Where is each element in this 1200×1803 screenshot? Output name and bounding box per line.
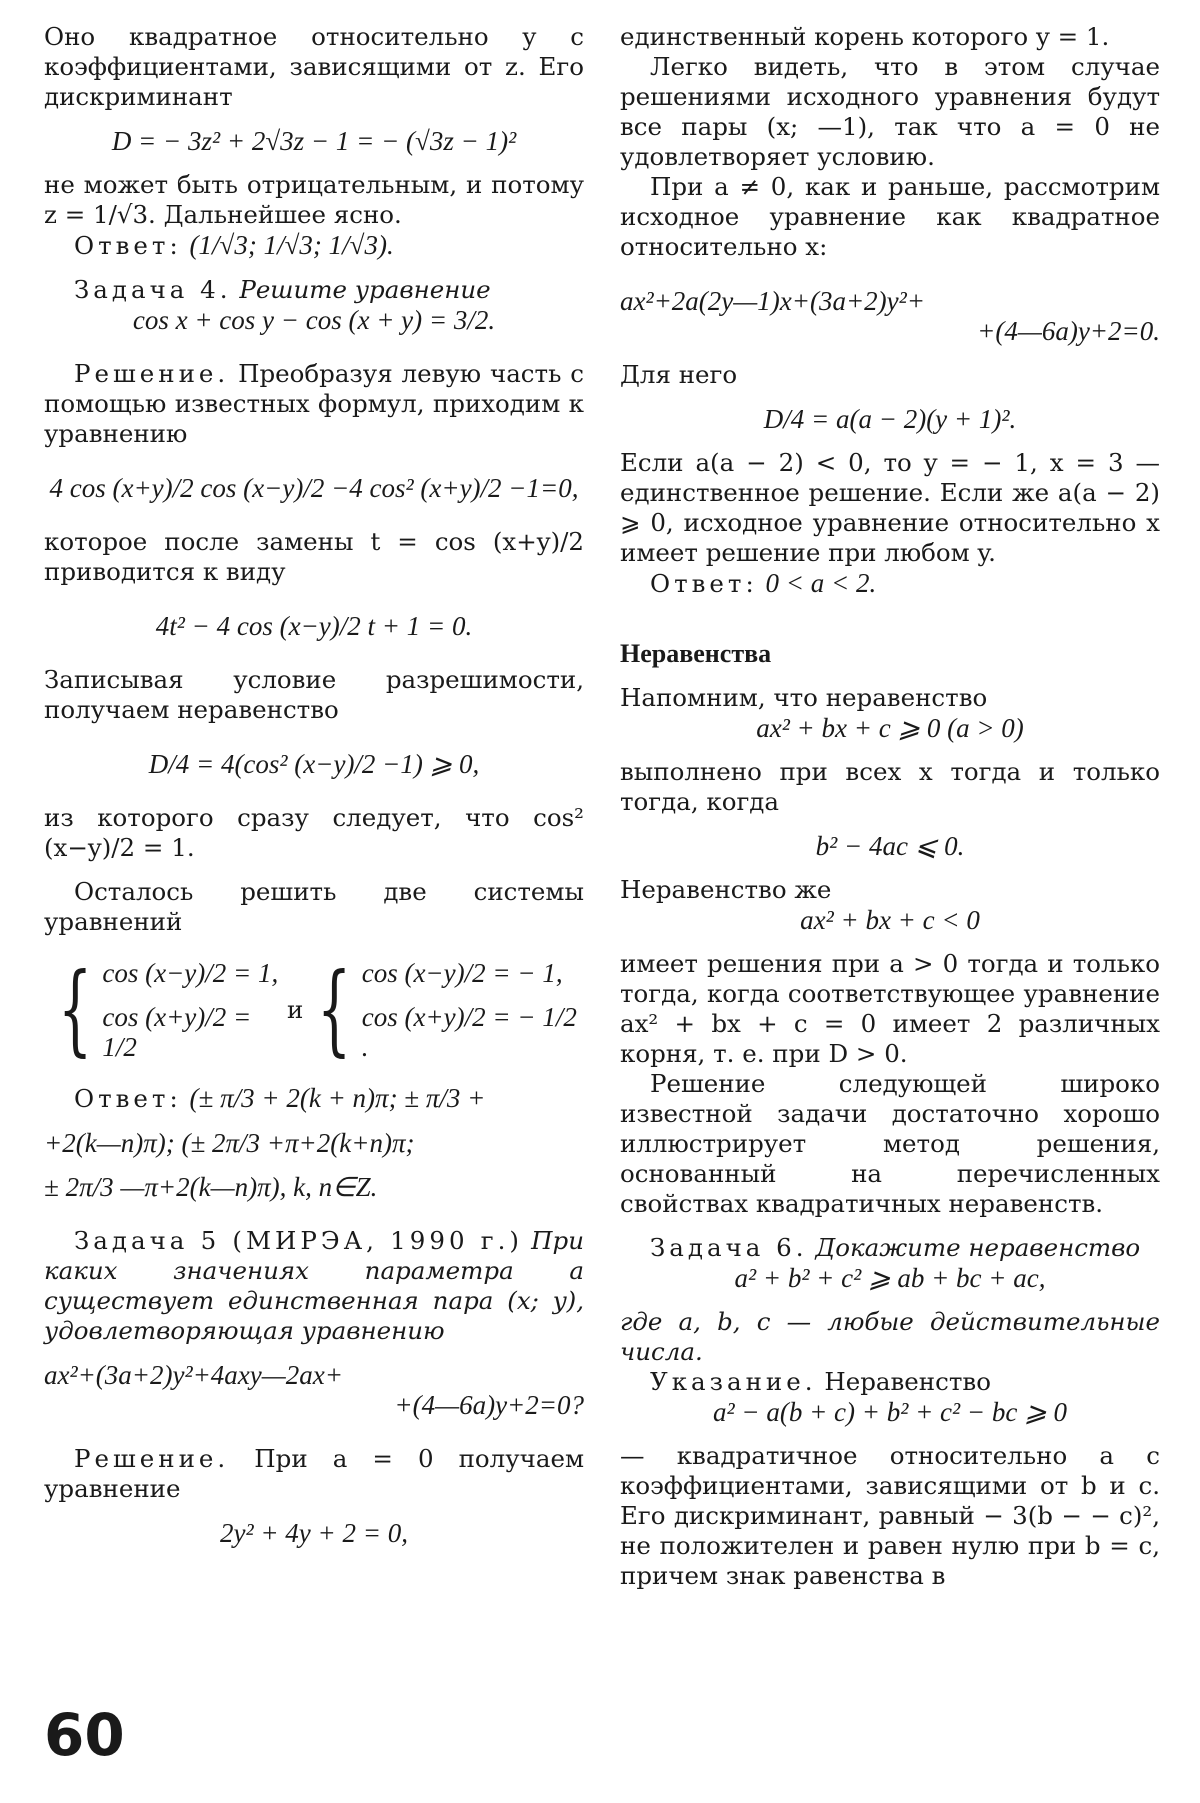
equation-systems [44,951,584,1069]
solution-paragraph [44,1444,584,1504]
paragraph: — квадратичное относительно a с коэффициентами, зависящими от b и c. Его дискриминант, равный − 3(b − − c)², не положителен и равен нулю при b = c, причем знак равенства в [620,1441,1160,1590]
answer-label: Ответ: [74,231,182,260]
paragraph: выполнено при всех x тогда и только тогда, когда [620,757,1160,816]
paragraph: Напомним, что неравенство [620,683,988,712]
formula-equation: cos x + cos y − cos (x + y) = 3/2. [132,305,496,335]
system-equation: cos (x+y)/2 = 1/2 [102,1002,252,1062]
task-5-heading [44,1226,584,1346]
formula-equation: ax²+(3a+2)y²+4axy—2ax+ [44,1360,343,1390]
section-heading: Неравенства [620,639,772,668]
formula-transformed: 4 cos (x+y)/2 cos (x−y)/2 −4 cos² (x+y)/2 −1=0, [49,473,579,503]
solution-paragraph [44,359,584,449]
left-brace: { [58,953,93,1067]
task-label: Задача 4. [74,275,232,304]
answer-label: Ответ: [650,569,758,598]
formula-condition: D/4 = 4(cos² (x−y)/2 −1) ⩾ 0, [148,749,480,779]
system-2 [303,951,584,1069]
paragraph: При a ≠ 0, как и раньше, рассмотрим исходное уравнение как квадратное относительно x: [620,172,1160,261]
hint-text: Неравенство [824,1367,991,1396]
solution-label: Решение. [74,1444,230,1473]
solution-label: Решение. [74,359,230,388]
paragraph: не может быть отрицательным, и потому z = 1/√3. Дальнейшее ясно. [44,170,584,229]
task-label: Задача 6. [650,1233,808,1262]
page-number: 60 [44,1701,125,1769]
answer-line [44,1083,584,1114]
system-1 [44,951,287,1069]
answer-label: Ответ: [74,1084,182,1113]
right-column [620,22,1160,1591]
answer-value: (± π/3 + 2(k + n)π; ± π/3 + [189,1083,486,1113]
paragraph: где a, b, c — любые действительные числа. [620,1307,1160,1366]
system-equation: cos (x−y)/2 = 1, [102,958,279,988]
conjunction: и [287,995,304,1024]
answer-line [620,568,1160,599]
system-equation: cos (x−y)/2 = − 1, [361,958,563,988]
hint-line [620,1367,1160,1397]
paragraph: Осталось решить две системы уравнений [44,877,584,936]
paragraph: Для него [620,360,738,389]
answer-value: +2(k—n)π); (± 2π/3 +π+2(k+n)π; [44,1128,415,1158]
left-brace: { [317,953,352,1067]
paragraph: Легко видеть, что в этом случае решениями исходного уравнения будут все пары (x; —1), так что a = 0 не удовлетворяет условию. [620,52,1160,171]
left-column [44,22,584,1548]
formula-equation: +(4—6a)y+2=0? [394,1390,584,1420]
answer-value: ± 2π/3 —π+2(k—n)π), k, n∈Z. [44,1172,378,1202]
formula-discriminant: D/4 = a(a − 2)(y + 1)². [763,404,1017,434]
formula-inequality: a² + b² + c² ⩾ ab + bc + ac, [734,1263,1046,1293]
task-6-heading [620,1233,1160,1263]
paragraph: из которого сразу следует, что cos² (x−y)/2 = 1. [44,803,584,862]
formula-quadratic-t: 4t² − 4 cos (x−y)/2 t + 1 = 0. [155,611,473,641]
solution-text: Преобразуя левую часть с помощью известных формул, приходим к уравнению [44,359,584,448]
formula-inequality: b² − 4ac ⩽ 0. [815,831,965,861]
solution-text: При a = 0 получаем уравнение [44,1444,585,1503]
formula-equation: +(4—6a)y+2=0. [977,316,1160,346]
paragraph: Решение следующей широко известной задачи достаточно хорошо иллюстрирует метод решения, основанный на перечисленных свойствах квадратичных неравенств. [620,1069,1160,1218]
formula-discriminant: D = − 3z² + 2√3z − 1 = − (√3z − 1)² [111,126,517,156]
system-equation: cos (x+y)/2 = − 1/2 . [361,1002,577,1062]
paragraph: Записывая условие разрешимости, получаем неравенство [44,665,584,724]
paragraph: Оно квадратное относительно y с коэффициентами, зависящими от z. Его дискриминант [44,22,584,111]
formula-inequality: ax² + bx + c < 0 [800,905,980,935]
answer-value: 0 < a < 2. [765,568,877,598]
task-4-heading [44,275,584,305]
paragraph: Если a(a − 2) < 0, то y = − 1, x = 3 — единственное решение. Если же a(a − 2) ⩾ 0, исходное уравнение относительно x имеет решение при любом y. [620,448,1160,567]
formula-inequality: a² − a(b + c) + b² + c² − bc ⩾ 0 [713,1397,1067,1427]
formula-equation: ax²+2a(2y—1)x+(3a+2)y²+ [620,286,925,316]
task-text: Докажите неравенство [815,1233,1141,1262]
task-text: При каких значениях параметра a существует единственная пара (x; y), удовлетворяющая уравнению [44,1226,584,1345]
task-label: Задача 5 (МИРЭА, 1990 г.) [74,1226,523,1255]
answer-line [44,230,584,261]
answer-value: (1/√3; 1/√3; 1/√3). [189,230,394,260]
paragraph: которое после замены t = cos (x+y)/2 приводится к виду [44,527,584,586]
paragraph: имеет решения при a > 0 тогда и только тогда, когда соответствующее уравнение ax² + bx + c = 0 имеет 2 различных корня, т. е. при D > 0. [620,949,1160,1068]
formula-inequality: ax² + bx + c ⩾ 0 (a > 0) [756,713,1024,743]
paragraph: Неравенство же [620,875,832,904]
paragraph: единственный корень которого y = 1. [620,22,1110,51]
formula-equation: 2y² + 4y + 2 = 0, [220,1518,408,1548]
task-text: Решите уравнение [239,275,491,304]
hint-label: Указание. [650,1367,817,1396]
